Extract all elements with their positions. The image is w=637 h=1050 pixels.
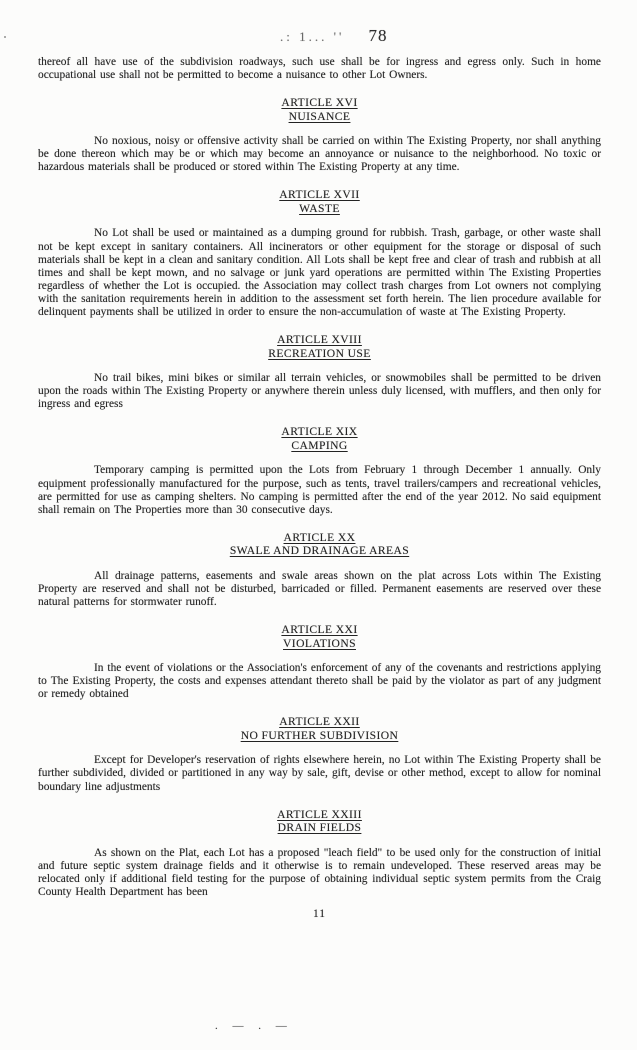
article-title: ARTICLE XXIII — [277, 807, 362, 821]
page-number-footer: 11 — [312, 908, 327, 920]
article-title: ARTICLE XIX — [281, 425, 358, 439]
article-heading-xviii — [38, 333, 601, 360]
article-body-xvii: No Lot shall be used or maintained as a dumping ground for rubbish. Trash, garbage, or other waste shall not be kept except in sanitary containers. All incinerators or other equipment for the storage or disposal of such materials shall be kept in a clean and sanitary condition. All Lots shall be kept free and clear of trash and rubbish at all times and shall be kept mown, and no salvage or junk yard operations are permitted within The Existing Properties regardless of whether the Lot is occupied. the Association may collect trash charges from Lot owners not complying with the sanitation requirements herein in addition to the assessment set forth herein. The lien procedure available for delinquent payments shall be utilized in order to ensure the non-accumulation of waste at The Existing Property. — [38, 227, 601, 319]
continuation-paragraph: thereof all have use of the subdivision roadways, such use shall be for ingress and egress only. Such in home occupational use shall not be permitted to become a nuisance to other Lot Owners. — [38, 56, 601, 82]
article-subtitle: NO FURTHER SUBDIVISION — [240, 728, 399, 742]
scan-artifact-marks: . — . — — [215, 1020, 293, 1032]
article-title: ARTICLE XVII — [279, 188, 360, 202]
article-body-xvi: No noxious, noisy or offensive activity shall be carried on within The Existing Property, nor shall anything be done thereon which may be or which may become an annoyance or nuisance to the neighborhood. No toxic or hazardous materials shall be produced or stored within The Existing Property at any time. — [38, 135, 601, 174]
article-body-xviii: No trail bikes, mini bikes or similar all terrain vehicles, or snowmobiles shall be permitted to be driven upon the roads within The Existing Property or anywhere therein unless duly licensed, with mufflers, and then only for ingress and egress — [38, 372, 601, 411]
article-heading-xx — [38, 531, 601, 558]
article-body-xxiii: As shown on the Plat, each Lot has a proposed "leach field" to be used only for the construction of initial and future septic system drainage fields and it otherwise is to remain undeveloped. These reserved areas may be relocated only if additional field testing for the purpose of obtaining individual septic system permits from the Craig County Health Department has been — [38, 846, 601, 898]
article-title: ARTICLE XXI — [281, 623, 358, 637]
article-subtitle: SWALE AND DRAINAGE AREAS — [229, 544, 410, 558]
document-body — [38, 56, 601, 920]
article-heading-xvi — [38, 96, 601, 123]
article-title: ARTICLE XX — [283, 530, 356, 544]
article-subtitle: WASTE — [299, 201, 340, 215]
article-heading-xxi — [38, 623, 601, 650]
article-subtitle: VIOLATIONS — [283, 636, 356, 650]
article-body-xxi: In the event of violations or the Association's enforcement of any of the covenants and restrictions applying to The Existing Property, the costs and expenses attendant thereto shall be paid by the violator as part of any judgment or remedy obtained — [38, 662, 601, 701]
article-title: ARTICLE XVI — [281, 96, 358, 110]
article-heading-xxiii — [38, 808, 601, 835]
article-title: ARTICLE XVIII — [277, 333, 362, 347]
article-body-xix: Temporary camping is permitted upon the Lots from February 1 through December 1 annually. Only equipment professionally manufactured for the purpose, such as tents, travel trailers/campers and recreational vehicles, are permitted for use as camping shelters. No camping is permitted after the end of the year 2012. No said equipment shall remain on The Properties more than 30 consecutive days. — [38, 464, 601, 516]
article-subtitle: NUISANCE — [288, 109, 351, 123]
article-subtitle: DRAIN FIELDS — [277, 821, 362, 835]
article-subtitle: CAMPING — [291, 438, 348, 452]
article-subtitle: RECREATION USE — [268, 346, 371, 360]
article-heading-xxii — [38, 715, 601, 742]
article-body-xx: All drainage patterns, easements and swale areas shown on the plat across Lots within The Existing Property are reserved and shall not be disturbed, barricaded or filled. Permanent easements are reserved over these natural patterns for stormwater runoff. — [38, 569, 601, 608]
scan-speck — [4, 36, 6, 38]
article-title: ARTICLE XXII — [279, 715, 360, 729]
stamp-page-number: 78 — [368, 26, 388, 45]
stamp-illegible-marks: .: 1... '' — [280, 29, 345, 44]
article-heading-xvii — [38, 188, 601, 215]
article-body-xxii: Except for Developer's reservation of rights elsewhere herein, no Lot within The Existing Property shall be further subdivided, divided or partitioned in any way by sale, gift, devise or other method, except to allow for nominal boundary line adjustments — [38, 754, 601, 793]
article-heading-xix — [38, 425, 601, 452]
page-stamp — [280, 26, 388, 46]
